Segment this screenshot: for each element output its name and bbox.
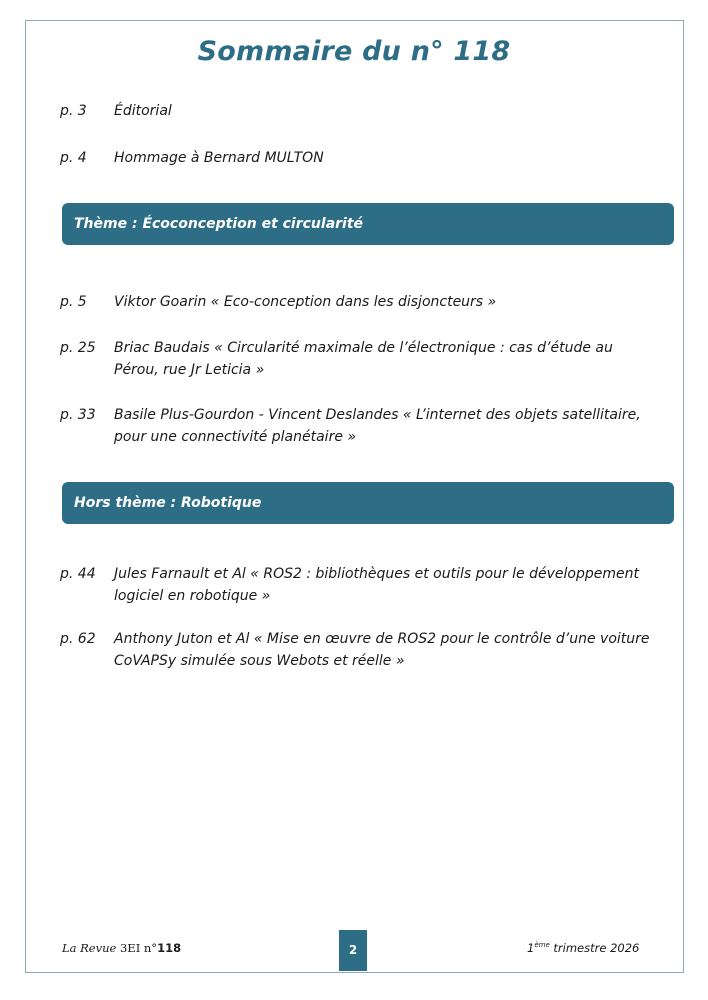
entry-title: Viktor Goarin « Eco-conception dans les disjoncteurs » xyxy=(114,294,497,310)
footer-journal-name: La Revue xyxy=(62,941,117,955)
entry-page: p. 3 xyxy=(60,103,87,119)
entry-page: p. 4 xyxy=(60,150,87,166)
section-band-theme: Thème : Écoconception et circularité xyxy=(62,203,674,245)
entry-title: Basile Plus-Gourdon - Vincent Deslandes « L’internet des objets satellitaire, pour une connectivité planétaire » xyxy=(114,407,641,445)
toc-entry-editorial[interactable] xyxy=(60,100,660,122)
toc-entry-p33[interactable] xyxy=(60,404,660,448)
footer-quarter-num: 1 xyxy=(527,941,535,955)
entry-page: p. 33 xyxy=(60,407,96,423)
entry-page: p. 44 xyxy=(60,566,96,582)
entry-title: Anthony Juton et Al « Mise en œuvre de ROS2 pour le contrôle d’une voiture CoVAPSy simulée sous Webots et réelle » xyxy=(114,631,650,669)
entry-title: Éditorial xyxy=(114,103,172,119)
page-title: Sommaire du n° 118 xyxy=(197,36,511,67)
page-number: 2 xyxy=(339,930,367,971)
footer-issue: 118 xyxy=(157,941,182,955)
entry-title: Jules Farnault et Al « ROS2 : bibliothèques et outils pour le développement logiciel en robotique » xyxy=(114,566,639,604)
toc-entry-p25[interactable] xyxy=(60,337,660,381)
toc-entry-p5[interactable] xyxy=(60,291,660,313)
entry-page: p. 62 xyxy=(60,631,96,647)
footer-quarter-sup: ème xyxy=(534,941,550,949)
toc-entry-hommage[interactable] xyxy=(60,147,660,169)
toc-entry-p44[interactable] xyxy=(60,563,660,607)
entry-title: Briac Baudais « Circularité maximale de l’électronique : cas d’étude au Pérou, rue Jr Leticia » xyxy=(114,340,613,378)
footer-edition: 3EI n° xyxy=(119,941,158,955)
footer-journal xyxy=(62,941,181,955)
entry-title: Hommage à Bernard MULTON xyxy=(114,150,324,166)
toc-entry-p62[interactable] xyxy=(60,628,660,672)
entry-page: p. 25 xyxy=(60,340,96,356)
footer-quarter-text: trimestre 2026 xyxy=(553,941,640,955)
footer-quarter xyxy=(527,941,639,955)
entry-page: p. 5 xyxy=(60,294,87,310)
section-band-hors-theme: Hors thème : Robotique xyxy=(62,482,674,524)
